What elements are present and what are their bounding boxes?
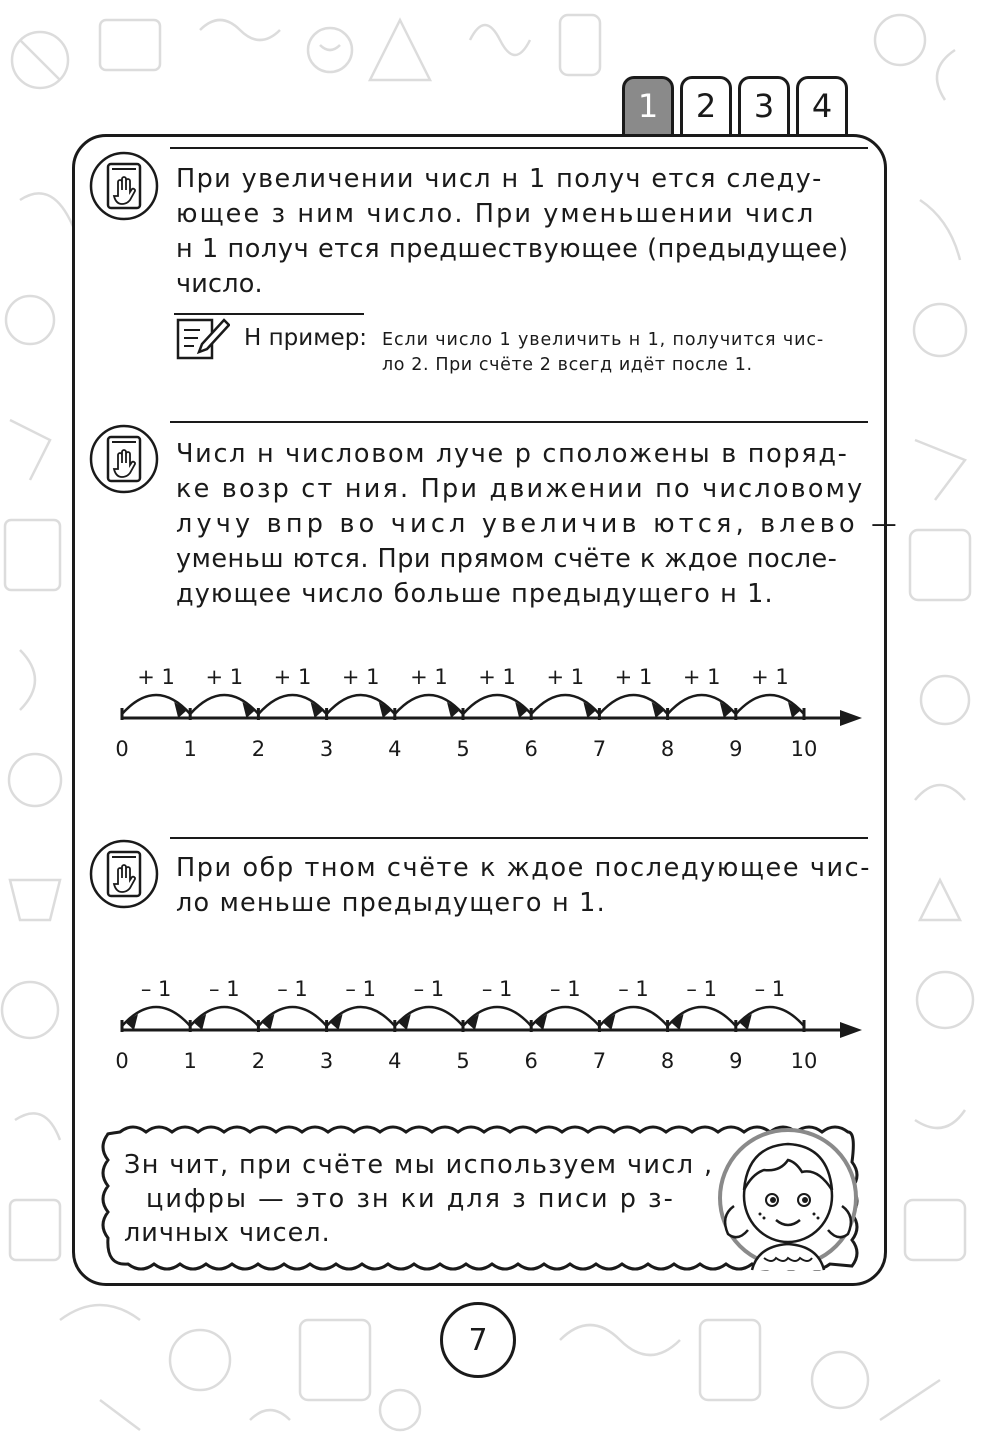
rule-divider — [170, 421, 868, 423]
number-line-backward — [100, 972, 880, 1082]
axis-arrowhead — [840, 710, 862, 726]
step-label: – 1 — [618, 977, 649, 1001]
chapter-tabs — [622, 76, 848, 140]
tick-label: 2 — [251, 1049, 266, 1073]
tick-label: 7 — [592, 737, 607, 761]
step-label: + 1 — [682, 665, 721, 689]
step-label: – 1 — [550, 977, 581, 1001]
tick-label: 3 — [319, 1049, 334, 1073]
tick-label: 9 — [729, 1049, 743, 1073]
example-divider — [174, 313, 364, 315]
step-label: – 1 — [140, 977, 172, 1001]
rule-book-hand-icon — [88, 150, 160, 222]
step-label: + 1 — [341, 665, 380, 689]
tick-label: 10 — [790, 737, 818, 761]
step-label: – 1 — [481, 977, 513, 1001]
tick-label: 8 — [660, 1049, 675, 1073]
tab-1[interactable]: 1 — [622, 76, 674, 138]
tick-label: 4 — [388, 737, 402, 761]
step-label: + 1 — [137, 665, 175, 689]
step-label: – 1 — [209, 977, 240, 1001]
example-label: Н пример: — [244, 325, 368, 351]
tick-label: 1 — [183, 737, 197, 761]
step-label: – 1 — [413, 977, 445, 1001]
number-line-forward — [100, 660, 880, 770]
rule-divider — [170, 837, 868, 839]
tick-label: 5 — [456, 1049, 470, 1073]
step-label: + 1 — [478, 665, 516, 689]
tab-4[interactable]: 4 — [796, 76, 848, 138]
step-label: – 1 — [686, 977, 717, 1001]
example-text: Если число 1 увеличить н 1, получится чис- ло 2. При счёте 2 всегд идёт после 1. — [382, 330, 825, 375]
step-label: + 1 — [410, 665, 448, 689]
step-label: + 1 — [614, 665, 653, 689]
tick-label: 5 — [456, 737, 470, 761]
axis-arrowhead — [840, 1022, 862, 1038]
rule-book-hand-icon — [88, 838, 160, 910]
step-label: + 1 — [751, 665, 789, 689]
step-label: – 1 — [277, 977, 308, 1001]
rule-3-text: При обр тном счёте к ждое последующее чис- ло меньше предыдущего н 1. — [176, 853, 872, 918]
rule-1-text: При увеличении числ н 1 получ ется следу- ющее з ним число. При уменьшении числ н 1 получ ется предшествующее (предыдущее) число. — [176, 164, 849, 299]
step-label: + 1 — [546, 665, 585, 689]
tick-label: 9 — [729, 737, 743, 761]
tick-label: 10 — [790, 1049, 818, 1073]
notebook-pencil-icon — [176, 316, 230, 362]
page-number: 7 — [440, 1302, 516, 1378]
step-label: – 1 — [345, 977, 376, 1001]
tick-label: 0 — [115, 1049, 129, 1073]
tick-label: 6 — [524, 1049, 538, 1073]
tick-label: 6 — [524, 737, 538, 761]
step-label: + 1 — [273, 665, 312, 689]
rule-divider — [170, 147, 868, 149]
tick-label: 7 — [592, 1049, 607, 1073]
step-label: – 1 — [754, 977, 786, 1001]
tick-label: 3 — [319, 737, 334, 761]
rule-book-hand-icon — [88, 423, 160, 495]
tab-2[interactable]: 2 — [680, 76, 732, 138]
tab-3[interactable]: 3 — [738, 76, 790, 138]
tick-label: 4 — [388, 1049, 402, 1073]
tick-label: 0 — [115, 737, 129, 761]
tick-label: 1 — [183, 1049, 197, 1073]
tick-label: 2 — [251, 737, 266, 761]
rule-2-text: Числ н числовом луче р сположены в поряд- ке возр ст ния. При движении по числовому лучу впр во числ увеличив ются, влево — уменьш ются. При прямом счёте к ждое после- дующее число больше предыдущего н 1. — [176, 439, 901, 609]
note-text: Зн чит, при счёте мы используем числ , цифры — это зн ки для з писи р з- личных чисел. — [124, 1150, 714, 1248]
girl-illustration — [716, 1118, 861, 1273]
tick-label: 8 — [660, 737, 675, 761]
step-label: + 1 — [205, 665, 244, 689]
